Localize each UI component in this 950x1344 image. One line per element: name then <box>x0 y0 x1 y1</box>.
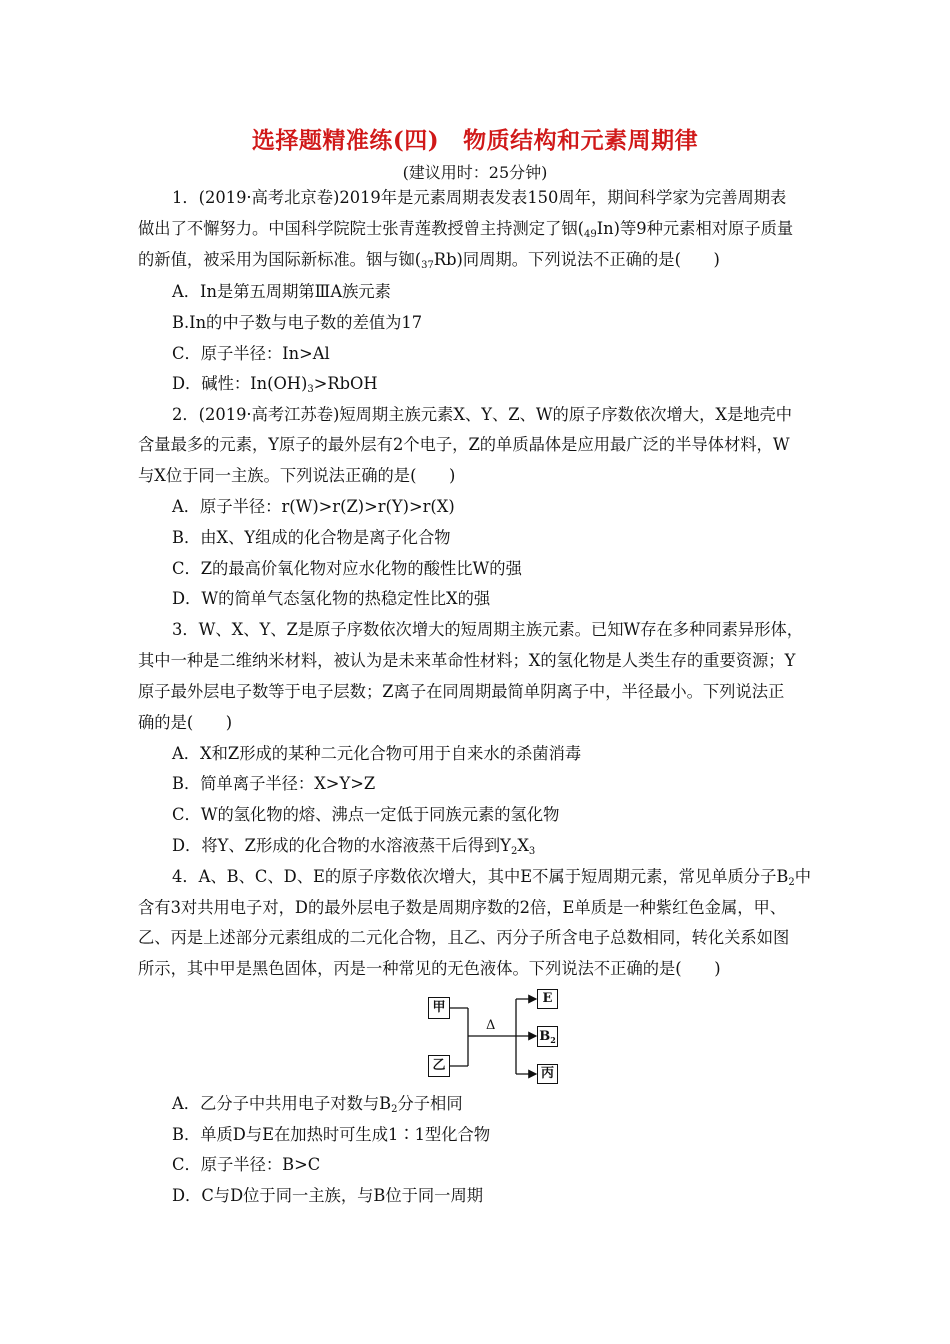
q3-line3: 原子最外层电子数等于电子层数；Z离子在同周期最简单阴离子中，半径最小。下列说法正 <box>138 682 785 701</box>
rubidium-atomic-number: 37 <box>421 260 434 271</box>
q1-option-d-sub: 3 <box>307 384 314 395</box>
q1-line3 <box>138 249 720 277</box>
q1-line2-tail: In)等9种元素相对原子质量 <box>596 219 794 238</box>
q1-option-b: B.In的中子数与电子数的差值为17 <box>172 313 423 332</box>
q4-option-b: B．单质D与E在加热时可生成1∶1型化合物 <box>172 1125 491 1144</box>
q3-option-d <box>172 835 535 863</box>
q3-line1: 3．W、X、Y、Z是原子序数依次增大的短周期主族元素。已知W存在多种同素异形体， <box>172 620 804 639</box>
q3-option-a: A．X和Z形成的某种二元化合物可用于自来水的杀菌消毒 <box>172 744 582 763</box>
e-box: E <box>537 989 558 1009</box>
q4-option-d: D．C与D位于同一主族，与B位于同一周期 <box>172 1186 484 1205</box>
q2-line3: 与X位于同一主族。下列说法正确的是( ) <box>138 466 456 485</box>
q3-line2: 其中一种是二维纳米材料，被认为是未来革命性材料；X的氢化物是人类生存的重要资源；Y <box>138 651 796 670</box>
q1-line3-text: 的新值，被采用为国际新标准。铟与铷( <box>138 250 422 269</box>
q4-line1-text: 4．A、B、C、D、E的原子序数依次增大，其中E不属于短周期元素，常见单质分子B <box>172 867 789 886</box>
q4-line1-tail: 中 <box>794 867 812 886</box>
q2-option-b: B．由X、Y组成的化合物是离子化合物 <box>172 528 451 547</box>
q4-line1-sub: 2 <box>788 877 795 888</box>
q4-line2: 含有3对共用电子对，D的最外层电子数是周期序数的2倍，E单质是一种紫红色金属，甲、 <box>138 898 787 917</box>
q3-option-d-sub2: 3 <box>528 846 536 857</box>
q4-option-a-sub: 2 <box>391 1104 398 1115</box>
q2-option-d: D．W的简单气态氢化物的热稳定性比X的强 <box>172 589 491 608</box>
q1-option-d <box>172 373 378 401</box>
q1-option-a: A．In是第五周期第ⅢA族元素 <box>172 282 391 301</box>
q2-option-a: A．原子半径：r(W)>r(Z)>r(Y)>r(X) <box>172 497 455 516</box>
q1-option-d-text: D．碱性：In(OH) <box>172 374 308 393</box>
q1-line3-tail: Rb)同周期。下列说法不正确的是( ) <box>433 250 720 269</box>
indium-atomic-number: 49 <box>583 229 597 240</box>
q3-option-d-sub1: 2 <box>510 846 518 857</box>
q3-option-b: B．简单离子半径：X>Y>Z <box>172 774 376 793</box>
jia-box: 甲 <box>428 997 450 1019</box>
bing-box: 丙 <box>537 1064 558 1084</box>
q4-line3: 乙、丙是上述部分元素组成的二元化合物，且乙、丙分子所含电子总数相同，转化关系如图 <box>138 928 790 947</box>
page-title <box>0 122 950 155</box>
title-part2: 物质结构和元素周期律 <box>463 127 699 154</box>
q3-option-c: C．W的氢化物的熔、沸点一定低于同族元素的氢化物 <box>172 805 560 824</box>
q4-line4: 所示，其中甲是黑色固体，丙是一种常见的无色液体。下列说法不正确的是( ) <box>138 959 721 978</box>
heat-condition: Δ <box>486 1018 496 1033</box>
q4-option-a <box>172 1093 463 1121</box>
q4-option-a-tail: 分子相同 <box>397 1094 463 1113</box>
q1-option-d-tail: >RbOH <box>313 374 378 393</box>
q4-option-c: C．原子半径：B>C <box>172 1155 321 1174</box>
q1-line2 <box>138 218 793 246</box>
q1-line1: 1．(2019·高考北京卷)2019年是元素周期表发表150周年，期间科学家为完善周期表 <box>172 188 787 207</box>
reaction-diagram <box>420 984 570 1088</box>
q3-option-d-text: D．将Y、Z形成的化合物的水溶液蒸干后得到Y <box>172 836 511 855</box>
q1-line2-text: 做出了不懈努力。中国科学院院士张青莲教授曾主持测定了铟( <box>138 219 584 238</box>
q4-line1 <box>172 866 811 894</box>
q3-option-d-x: X <box>517 836 529 855</box>
page-subtitle: (建议用时：25分钟) <box>402 163 548 182</box>
yi-box: 乙 <box>428 1055 450 1077</box>
q2-line2: 含量最多的元素，Y原子的最外层有2个电子，Z的单质晶体是应用最广泛的半导体材料，W <box>138 435 790 454</box>
b2-label: B <box>539 1029 551 1044</box>
q4-option-a-text: A．乙分子中共用电子对数与B <box>172 1094 392 1113</box>
q1-option-c: C．原子半径：In>Al <box>172 344 330 363</box>
q3-line4: 确的是( ) <box>138 713 233 732</box>
q2-option-c: C．Z的最高价氧化物对应水化物的酸性比W的强 <box>172 559 522 578</box>
b2-box <box>537 1026 558 1047</box>
q2-line1: 2．(2019·高考江苏卷)短周期主族元素X、Y、Z、W的原子序数依次增大，X是地壳中 <box>172 405 793 424</box>
title-part1: 选择题精准练(四) <box>251 127 440 154</box>
b2-sub: 2 <box>550 1035 556 1045</box>
